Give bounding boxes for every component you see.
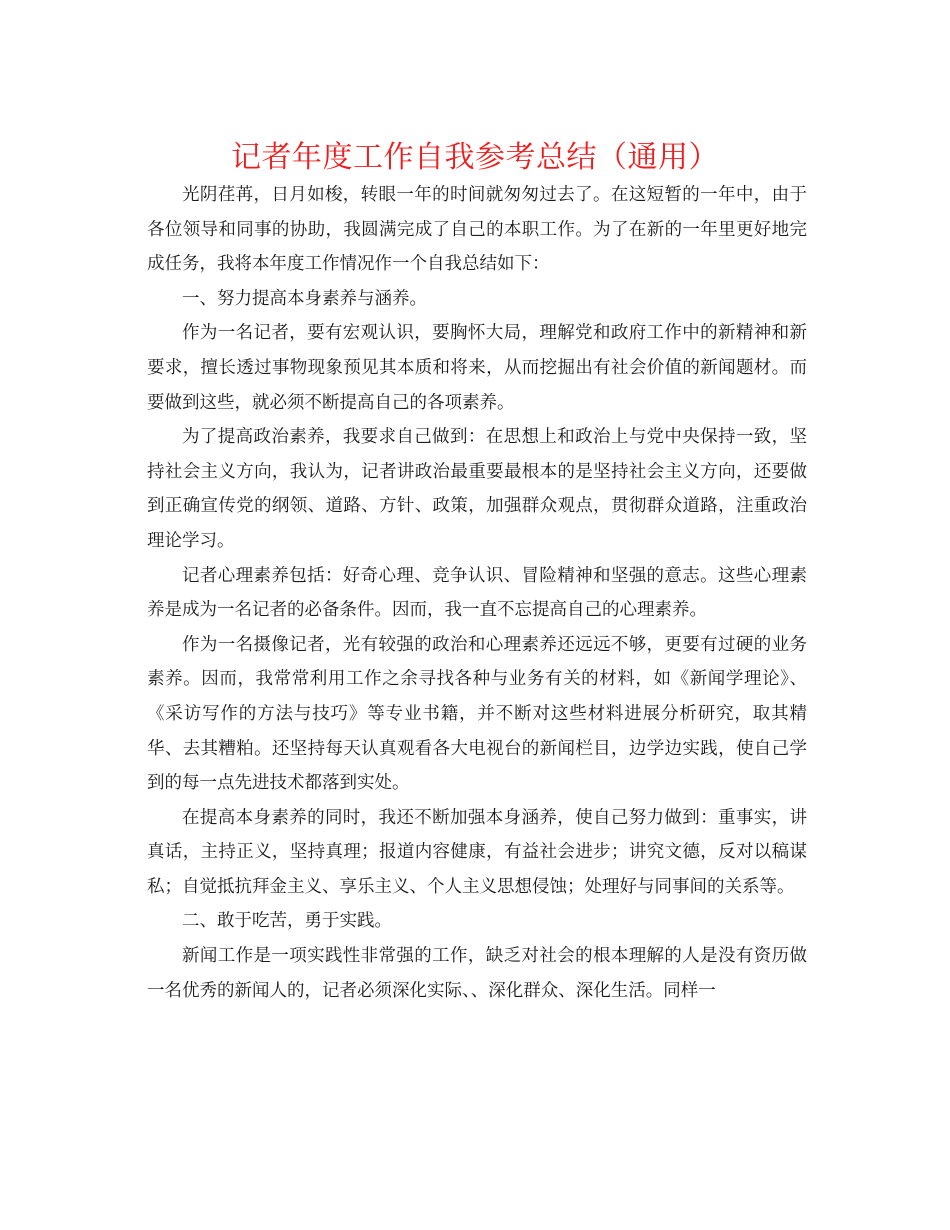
paragraph: 在提高本身素养的同时，我还不断加强本身涵养，使自己努力做到：重事实，讲真话，主持正义，坚持真理；报道内容健康，有益社会进步；讲究文德，反对以稿谋私；自觉抵抗拜金主义、享乐主义、个人主义思想侵蚀；处理好与同事间的关系等。 <box>147 807 807 897</box>
paragraph: 记者心理素养包括：好奇心理、竞争认识、冒险精神和坚强的意志。这些心理素养是成为一名记者的必备条件。因而，我一直不忘提高自己的心理素养。 <box>147 565 807 621</box>
section-heading-2: 二、敢于吃苦，勇于实践。 <box>182 911 392 932</box>
section-heading-1: 一、努力提高本身素养与涵养。 <box>182 288 427 309</box>
paragraph: 作为一名摄像记者，光有较强的政治和心理素养还远远不够，更要有过硬的业务素养。因而，我常常利用工作之余寻找各种与业务有关的材料，如《新闻学理论》、《采访写作的方法与技巧》等专业书籍，并不断对这些材料进展分析研究，取其精华、去其糟粕。还坚持每天认真观看各大电视台的新闻栏目，边学边实践，使自己学到的每一点先进技术都落到实处。 <box>147 634 807 794</box>
paragraph: 为了提高政治素养，我要求自己做到：在思想上和政治上与党中央保持一致，坚持社会主义方向，我认为，记者讲政治最重要最根本的是坚持社会主义方向，还要做到正确宣传党的纲领、道路、方针、政策，加强群众观点，贯彻群众道路，注重政治理论学习。 <box>147 427 807 551</box>
paragraph-intro: 光阴荏苒，日月如梭，转眼一年的时间就匆匆过去了。在这短暂的一年中，由于各位领导和同事的协助，我圆满完成了自己的本职工作。为了在新的一年里更好地完成任务，我将本年度工作情况作一个自我总结如下： <box>147 185 807 275</box>
paragraph: 作为一名记者，要有宏观认识，要胸怀大局，理解党和政府工作中的新精神和新要求，擅长透过事物现象预见其本质和将来，从而挖掘出有社会价值的新闻题材。而要做到这些，就必须不断提高自己的各项素养。 <box>147 323 807 413</box>
paragraph: 新闻工作是一项实践性非常强的工作，缺乏对社会的根本理解的人是没有资历做一名优秀的新闻人的，记者必须深化实际、、深化群众、深化生活。同样一 <box>147 946 807 1001</box>
document-body <box>147 178 807 1008</box>
document-title: 记者年度工作自我参考总结（通用） <box>231 140 719 175</box>
